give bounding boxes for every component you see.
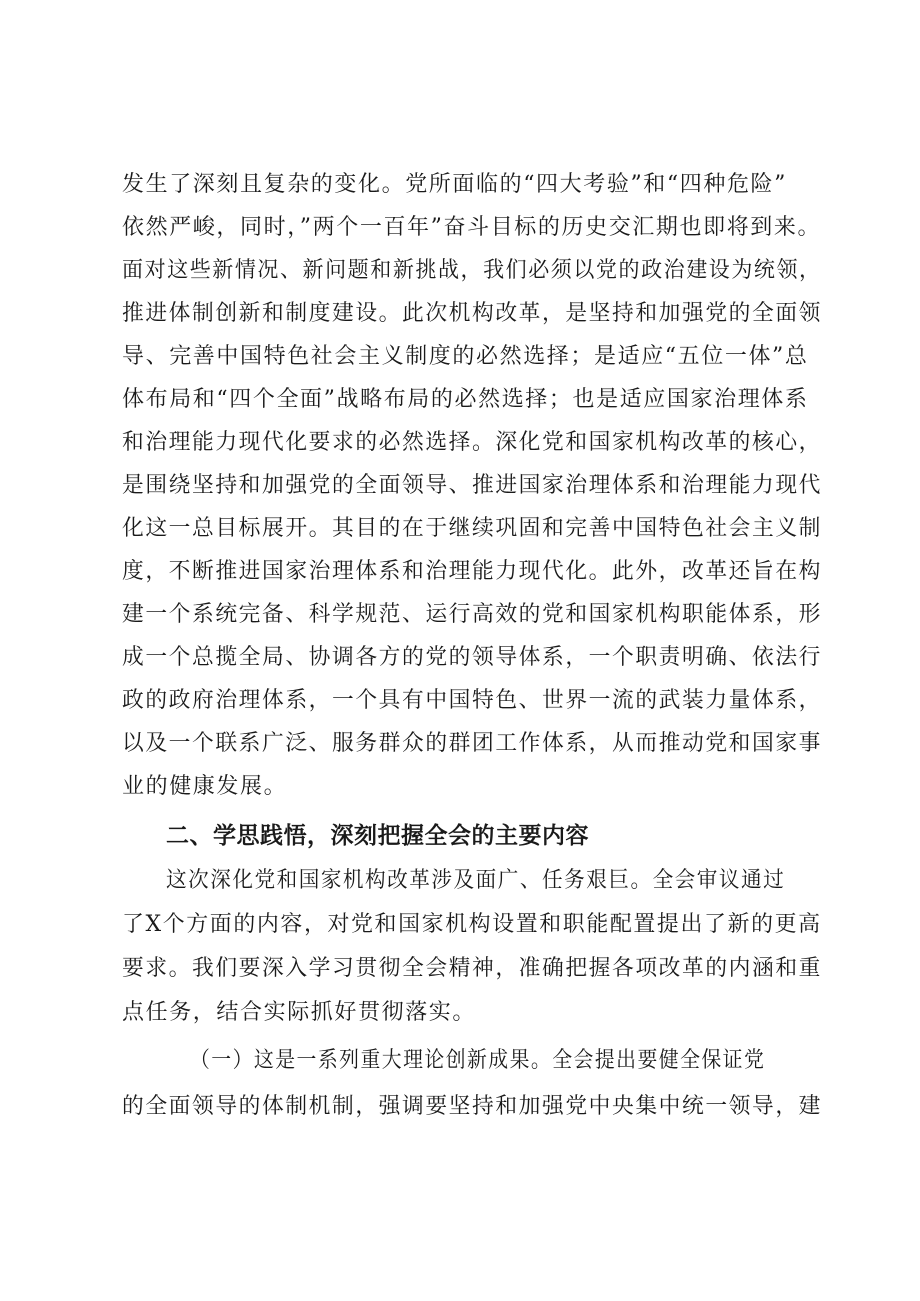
para1-line-12: 成一个总揽全局、协调各方的党的领导体系，一个职责明确、依法行 (122, 645, 823, 670)
para1-line-8: 是围绕坚持和加强党的全面领导、推进国家治理体系和治理能力现代 (122, 473, 823, 498)
para1-line-10: 度，不断推进国家治理体系和治理能力现代化。此外，改革还旨在构 (122, 559, 823, 584)
para1-line-9: 化这一总目标展开。其目的在于继续巩固和完善中国特色社会主义制 (122, 516, 823, 541)
para1-line-15: 业的健康发展。 (122, 774, 288, 799)
para2-line-2: 了X个方面的内容，对党和国家机构设置和职能配置提出了新的更高 (122, 912, 822, 937)
para2-line-4: 点任务，结合实际抓好贯彻落实。 (122, 1000, 477, 1025)
para1-line-13: 政的政府治理体系，一个具有中国特色、世界一流的武装力量体系， (122, 688, 823, 713)
para1-line-5: 导、完善中国特色社会主义制度的必然选择；是适应“五位一体”总 (122, 344, 809, 369)
para1-line-1: 发生了深刻且复杂的变化。党所面临的“四大考验”和“四种危险” (122, 172, 787, 197)
para1-line-7: 和治理能力现代化要求的必然选择。深化党和国家机构改革的核心， (122, 430, 823, 455)
para1-line-14: 以及一个联系广泛、服务群众的群团工作体系，从而推动党和国家事 (122, 731, 823, 756)
para1-line-11: 建一个系统完备、科学规范、运行高效的党和国家机构职能体系，形 (122, 602, 823, 627)
para1-line-2: 依然严峻，同时，”两个一百年”奋斗目标的历史交汇期也即将到来。 (122, 215, 822, 240)
para1-line-6: 体布局和“四个全面”战略布局的必然选择；也是适应国家治理体系 (122, 387, 809, 412)
para2-line-1: 这次深化党和国家机构改革涉及面广、任务艰巨。全会审议通过 (166, 868, 786, 893)
para3-line-1: （一）这是一系列重大理论创新成果。全会提出要健全保证党 (190, 1048, 766, 1073)
para1-line-4: 推进体制创新和制度建设。此次机构改革，是坚持和加强党的全面领 (122, 301, 823, 326)
para3-line-2: 的全面领导的体制机制，强调要坚持和加强党中央集中统一领导，建 (122, 1094, 823, 1119)
para1-line-3: 面对这些新情况、新问题和新挑战，我们必须以党的政治建设为统领， (122, 258, 822, 283)
para2-line-3: 要求。我们要深入学习贯彻全会精神，准确把握各项改革的内涵和重 (122, 956, 823, 981)
section-heading: 二、学思践悟，深刻把握全会的主要内容 (166, 823, 589, 849)
